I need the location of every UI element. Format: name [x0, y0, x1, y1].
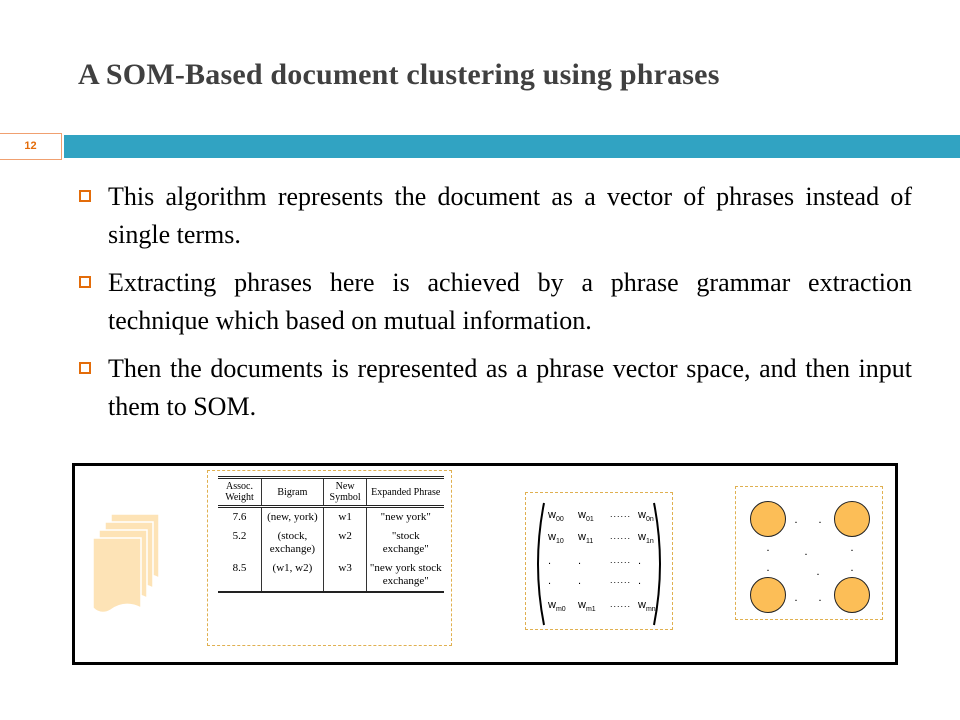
matrix-cell: ......: [610, 575, 632, 585]
table-cell: w3: [323, 559, 367, 592]
matrix-cell: ......: [610, 531, 632, 541]
matrix-cell: $w_{0n}$: [638, 509, 654, 523]
som-ellipsis-dot: ·: [766, 563, 770, 577]
table-cell: (new, york): [262, 507, 324, 528]
table-cell: w2: [323, 527, 367, 559]
matrix-cell: $w_{11}$: [578, 531, 594, 545]
table-header: Expanded Phrase: [367, 479, 444, 507]
document-stack-icon: [93, 512, 163, 614]
table-cell: w1: [323, 507, 367, 528]
bullet-list: [78, 178, 912, 436]
table-row: [218, 507, 444, 528]
som-grid-frame: [735, 486, 883, 620]
square-bullet-icon: [79, 190, 91, 202]
matrix-cell: .: [578, 555, 582, 567]
table-cell: 8.5: [218, 559, 262, 592]
matrix-cell: ......: [610, 509, 632, 519]
som-ellipsis-dot: ·: [850, 563, 854, 577]
matrix-cell: $w_{m0}$: [548, 599, 566, 613]
som-ellipsis-dot: ·: [766, 543, 770, 557]
slide-number: 12: [0, 133, 62, 160]
table-header: New Symbol: [323, 479, 367, 507]
bullet-text: Then the documents is represented as a phrase vector space, and then input them to SOM.: [108, 354, 912, 421]
square-bullet-icon: [79, 362, 91, 374]
bullet-item: [78, 264, 912, 340]
weight-matrix: [530, 499, 668, 629]
matrix-cell: $w_{m1}$: [578, 599, 596, 613]
som-ellipsis-dot: ·: [816, 567, 820, 581]
matrix-cell: .: [638, 555, 642, 567]
matrix-cell: .: [548, 575, 552, 587]
phrase-table-frame: [207, 470, 452, 646]
matrix-cell: .: [548, 555, 552, 567]
som-node: [750, 501, 786, 537]
bullet-text: This algorithm represents the document as a vector of phrases instead of single terms.: [108, 182, 912, 249]
som-node: [834, 501, 870, 537]
som-node: [834, 577, 870, 613]
phrase-table: [218, 479, 444, 593]
som-node: [750, 577, 786, 613]
som-ellipsis-dot: ·: [818, 593, 822, 607]
table-cell: "stock exchange": [367, 527, 444, 559]
square-bullet-icon: [79, 276, 91, 288]
header-accent-bar: [64, 135, 960, 158]
matrix-cell: ......: [610, 555, 632, 565]
matrix-cell: $w_{mn}$: [638, 599, 656, 613]
table-cell: 7.6: [232, 511, 247, 523]
table-header: Assoc. Weight: [218, 479, 262, 507]
weight-matrix-frame: [525, 492, 673, 630]
som-ellipsis-dot: ·: [804, 547, 808, 561]
matrix-cell: $w_{10}$: [548, 531, 564, 545]
matrix-cell: .: [638, 575, 642, 587]
bullet-item: [78, 178, 912, 254]
table-row: [218, 559, 444, 592]
matrix-cell: $w_{01}$: [578, 509, 594, 523]
bullet-text: Extracting phrases here is achieved by a phrase grammar extraction technique which based on mutual information.: [108, 268, 912, 335]
som-ellipsis-dot: ·: [794, 515, 798, 529]
pipeline-diagram: [72, 463, 898, 665]
table-header: Bigram: [262, 479, 324, 507]
table-row: [218, 527, 444, 559]
table-cell: (w1, w2): [262, 559, 324, 592]
table-cell: "new york stock exchange": [367, 559, 444, 592]
som-ellipsis-dot: ·: [794, 593, 798, 607]
slide-title: A SOM-Based document clustering using phrases: [78, 58, 720, 91]
matrix-cell: $w_{1n}$: [638, 531, 654, 545]
table-cell: 5.2: [232, 530, 247, 542]
som-ellipsis-dot: ·: [818, 515, 822, 529]
matrix-cell: $w_{00}$: [548, 509, 564, 523]
table-cell: "new york": [367, 507, 444, 528]
bullet-item: [78, 350, 912, 426]
matrix-cell: ......: [610, 599, 632, 609]
table-cell: (stock, exchange): [262, 527, 324, 559]
som-ellipsis-dot: ·: [850, 543, 854, 557]
matrix-cell: .: [578, 575, 582, 587]
